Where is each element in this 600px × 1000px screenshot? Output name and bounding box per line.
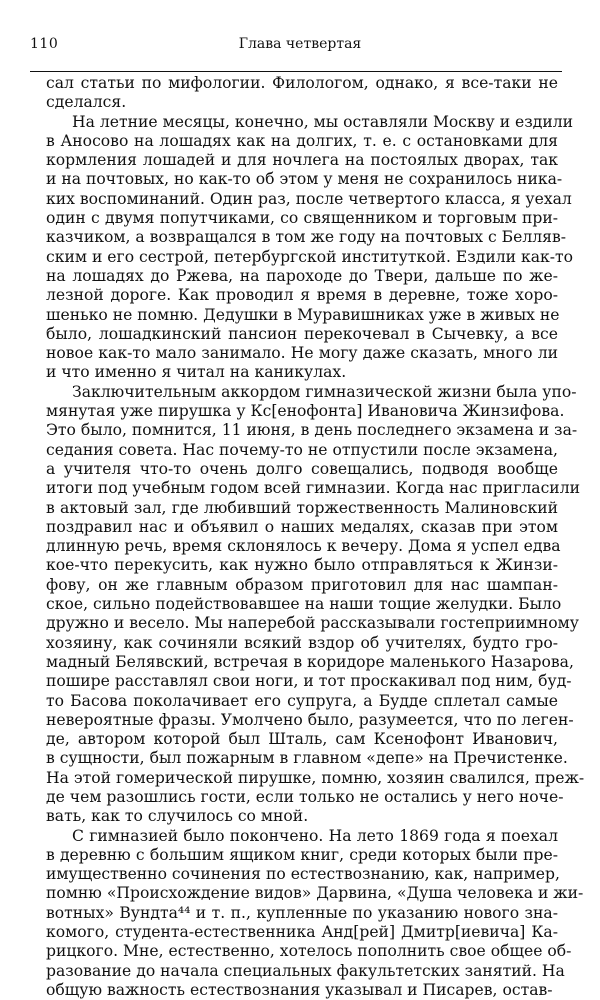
text-line: невероятные фразы. Умолчено было, разумеется, что по леген- [46, 710, 574, 729]
text-line: комого, студента-естественника Анд[рей] Дмитр[иевича] Ка- [46, 923, 558, 942]
text-line: пошире расставлял свои ноги, и тот проскакивал под ним, буд- [46, 672, 572, 691]
text-line: мадный Белявский, встречая в коридоре маленького Назарова, [46, 652, 574, 671]
text-line: помню «Происхождение видов» Дарвина, «Душа человека и жи- [46, 884, 584, 903]
text-line: а учителя что-то очень долго совещались, подводя вообще [46, 459, 558, 478]
running-header [0, 34, 600, 58]
text-line: фову, он же главным образом приготовил для нас шампан- [46, 575, 558, 594]
text-line: длинную речь, время склонялось к вечеру. Дома я успел едва [46, 537, 561, 556]
paragraph [46, 112, 574, 383]
text-line: было, лошадкинский пансион перекочевал в Сычевку, а все [46, 324, 558, 343]
text-line: новое как-то мало занимало. Не могу даже сказать, много ли [46, 344, 558, 363]
text-line: имущественно сочинения по естествознанию, как, например, [46, 865, 560, 884]
text-line: де чем разошлись гости, если только не остались у него ночe- [46, 787, 564, 806]
chapter-title: Глава четвертая [238, 36, 362, 52]
text-line: ких воспоминаний. Один раз, после четвертого класса, я уехал [46, 189, 572, 208]
text-line: разование до начала специальных факультетских занятий. На [46, 961, 565, 980]
text-line: на лошадях до Ржева, на пароходе до Твери, дальше по же- [46, 266, 558, 285]
text-line: Заключительным аккордом гимназической жизни была упо- [72, 382, 577, 401]
text-line: На летние месяцы, конечно, мы оставляли Москву и ездили [72, 112, 574, 131]
text-line: ское, сильно подействовавшее на наши тощие желудки. Было [46, 595, 562, 614]
text-line: в Аносово на лошадях как на долгих, т. е. с остановками для [46, 131, 558, 150]
text-line: в деревню с большим ящиком книг, среди которых были пре- [46, 845, 558, 864]
body-text [46, 74, 585, 1000]
text-line: вать, как то случилось со мной. [46, 807, 309, 826]
text-line: и что именно я читал на каникулах. [46, 363, 347, 382]
text-line: казчиком, а возвращался в том же году на почтовых с Белляв- [46, 228, 567, 247]
page-number: 110 [30, 36, 59, 52]
text-line: Это было, помнится, 11 июня, в день последнего экзамена и за- [46, 421, 578, 440]
text-line: сделался. [46, 93, 127, 112]
text-line: кое-что перекусить, как нужно было отправляться к Жинзи- [46, 556, 558, 575]
text-line: де, автором которой был Шталь, сам Ксенофонт Иванович, [46, 730, 558, 749]
text-line: и на почтовых, но как-то об этом у меня не сохранилось ника- [46, 170, 563, 189]
text-line: кормления лошадей и для ночлега на постоялых дворах, так [46, 151, 558, 170]
text-line: рицкого. Мне, естественно, хотелось пополнить свое общее об- [46, 942, 572, 961]
paragraph [46, 74, 558, 113]
text-line: в сущности, был пожарным в главном «депе» на Пречистенке. [46, 749, 568, 768]
text-line: С гимназией было покончено. На лето 1869 года я поехал [72, 826, 558, 845]
text-line: один с двумя попутчиками, со священником и торговым при- [46, 209, 558, 228]
text-line: поздравил нас и объявил о наших медалях, сказав при этом [46, 517, 558, 536]
text-line: общую важность естествознания указывал и Писарев, остав- [46, 980, 553, 999]
text-line: сал статьи по мифологии. Филологом, однако, я все-таки не [46, 74, 558, 92]
text-line: ским и его сестрой, петербургской институткой. Ездили как-то [46, 247, 574, 266]
text-line: хозяину, как сочиняли всякий вздор об учителях, будто гро- [46, 633, 558, 652]
header-rule [30, 71, 562, 72]
text-line: шенько не помню. Дедушки в Муравишниках уже в живых не [46, 305, 560, 324]
text-line: мянутая уже пирушка у Кс[енофонта] Ивановича Жинзифова. [46, 402, 565, 421]
text-line: седания совета. Нас почему-то не отпустили после экзамена, [46, 440, 558, 459]
text-line: лезной дороге. Как проводил я время в деревне, тоже хоро- [46, 286, 558, 305]
paragraph [46, 826, 584, 1000]
text-line: дружно и весело. Мы наперебой рассказывали гостеприимному [46, 614, 579, 633]
text-line: итоги под учебным годом всей гимназии. Когда нас пригласили [46, 479, 581, 498]
text-line: вотных» Вундта⁴⁴ и т. п., купленные по указанию нового зна- [46, 903, 558, 922]
text-line: в актовый зал, где любивший торжественность Малиновский [46, 498, 558, 517]
text-line: На этой гомерической пирушке, помню, хозяин свалился, преж- [46, 768, 585, 787]
text-line: то Басова поколачивает его супруга, а Будде сплетал самые [46, 691, 558, 710]
paragraph [46, 382, 585, 827]
